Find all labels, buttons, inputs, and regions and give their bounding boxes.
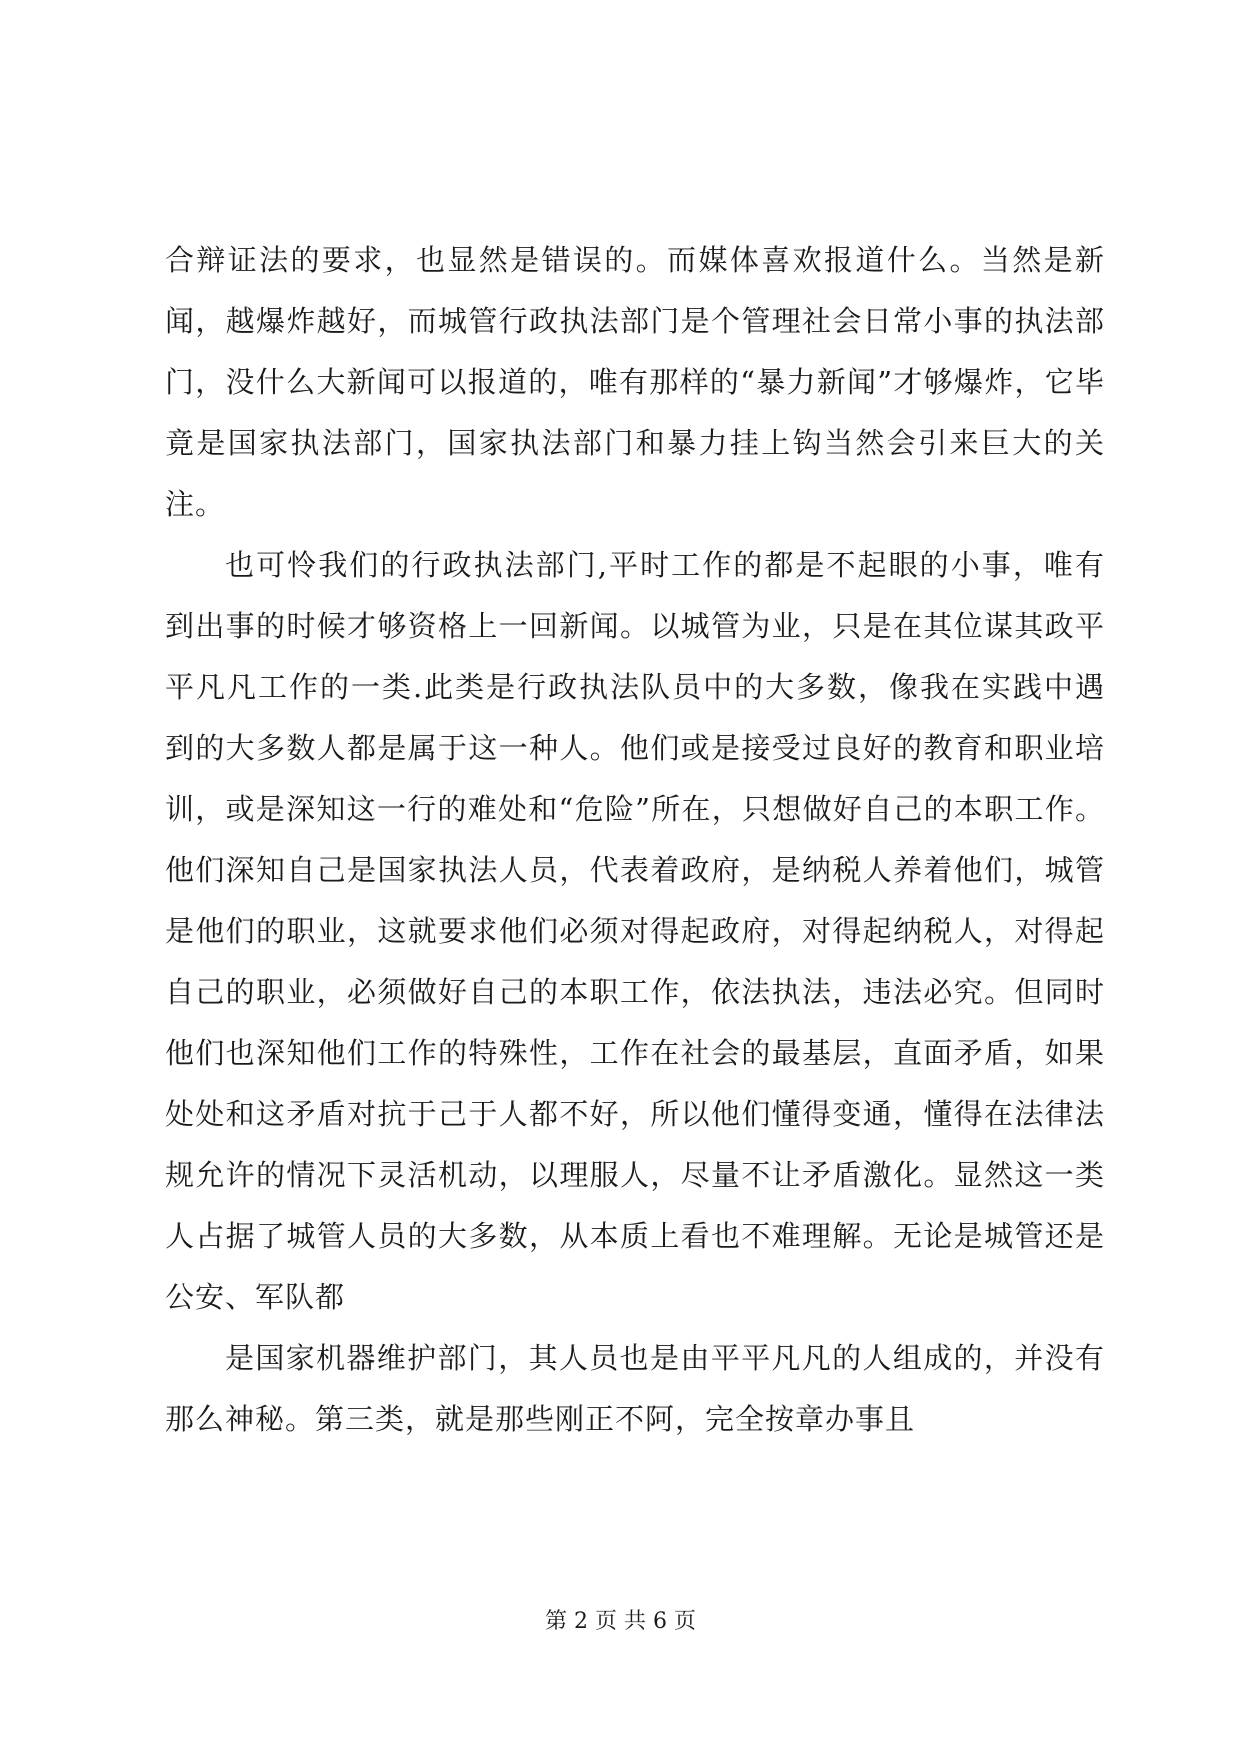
paragraph-3: 是国家机器维护部门，其人员也是由平平凡凡的人组成的，并没有那么神秘。第三类，就是那些刚正不阿，完全按章办事且 [165, 1341, 1105, 1436]
page-footer: 第 2 页 共 6 页 [545, 1609, 696, 1634]
paragraph-1: 合辩证法的要求，也显然是错误的。而媒体喜欢报道什么。当然是新闻，越爆炸越好，而城管行政执法部门是个管理社会日常小事的执法部门，没什么大新闻可以报道的，唯有那样的“暴力新闻”才够爆炸，它毕竟是国家执法部门，国家执法部门和暴力挂上钩当然会引来巨大的关注。 [165, 243, 1105, 521]
paragraph-2: 也可怜我们的行政执法部门,平时工作的都是不起眼的小事，唯有到出事的时候才够资格上一回新闻。以城管为业，只是在其位谋其政平平凡凡工作的一类.此类是行政执法队员中的大多数，像我在实践中遇到的大多数人都是属于这一种人。他们或是接受过良好的教育和职业培训，或是深知这一行的难处和“危险”所在，只想做好自己的本职工作。他们深知自己是国家执法人员，代表着政府，是纳税人养着他们，城管是他们的职业，这就要求他们必须对得起政府，对得起纳税人，对得起自己的职业，必须做好自己的本职工作，依法执法，违法必究。但同时他们也深知他们工作的特殊性，工作在社会的最基层，直面矛盾，如果处处和这矛盾对抗于己于人都不好，所以他们懂得变通，懂得在法律法规允许的情况下灵活机动，以理服人，尽量不让矛盾激化。显然这一类人占据了城管人员的大多数，从本质上看也不难理解。无论是城管还是公安、军队都 [165, 548, 1105, 1314]
document-body [165, 230, 1105, 1450]
